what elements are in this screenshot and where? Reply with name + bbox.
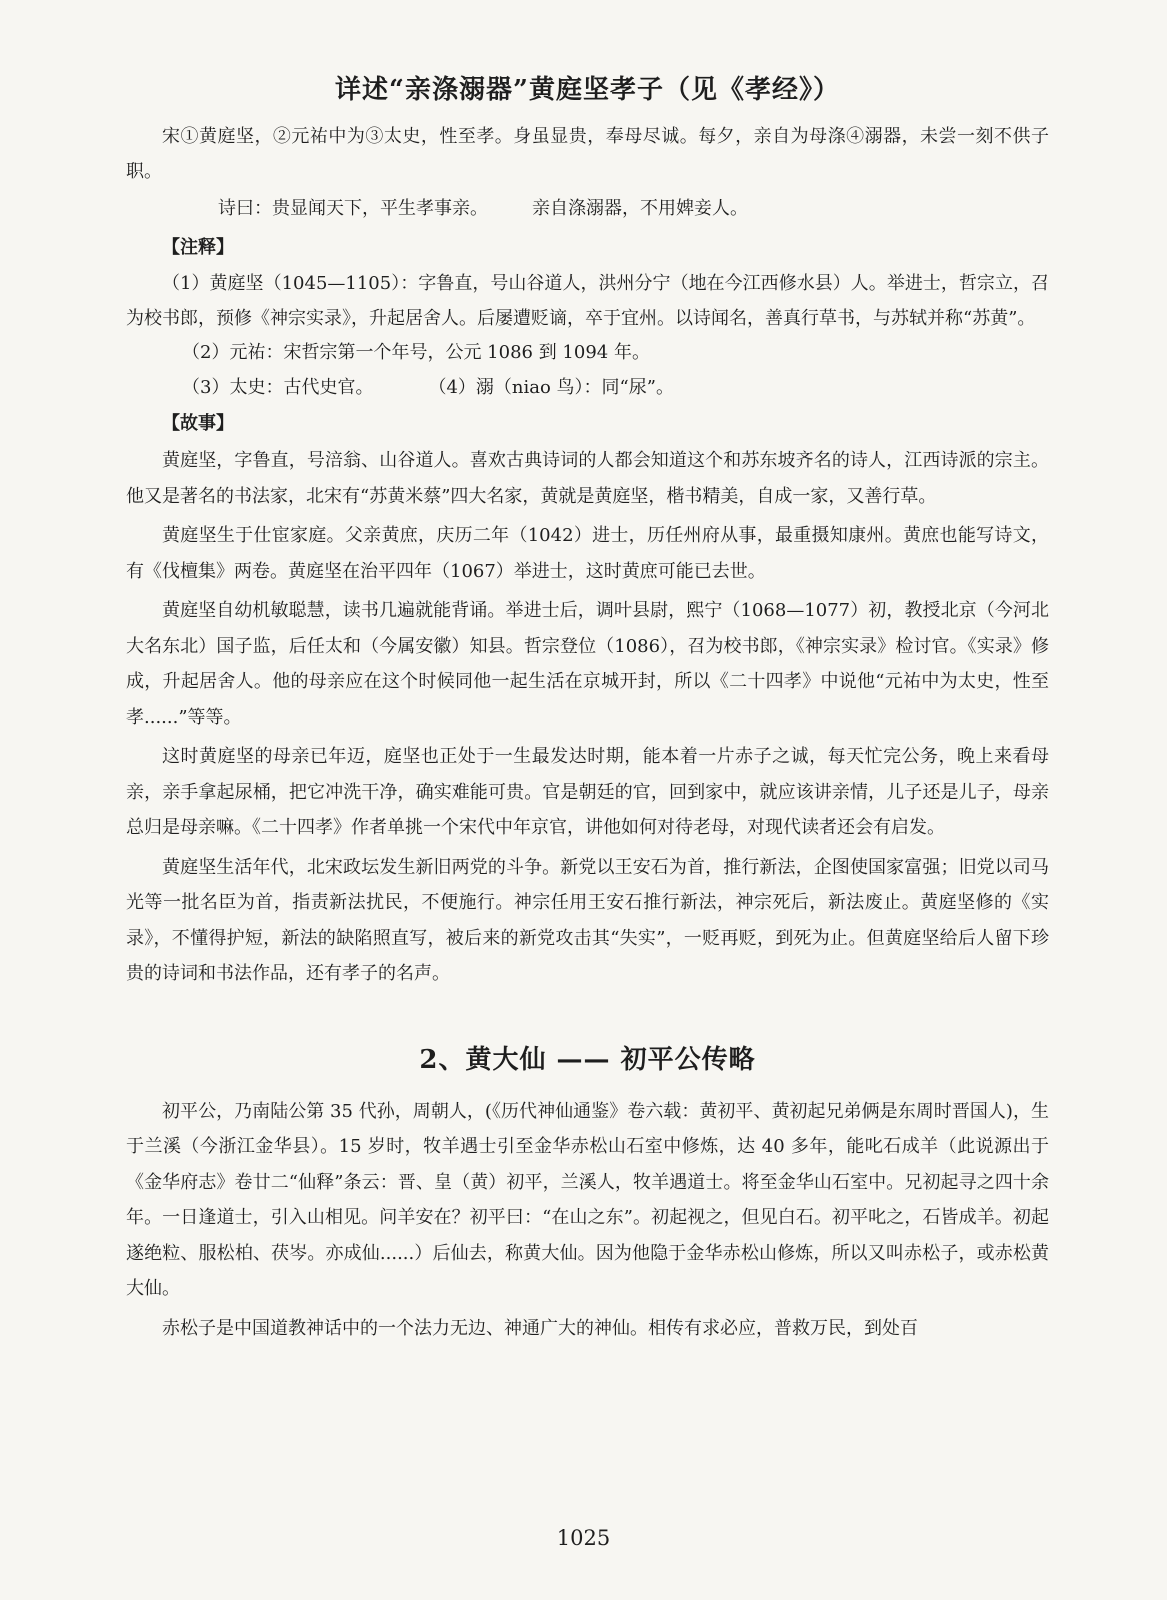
story-paragraph: 黄庭坚生活年代，北宋政坛发生新旧两党的斗争。新党以王安石为首，推行新法，企图使国家富强；旧党以司马光等一批名臣为首，指责新法扰民，不便施行。神宗任用王安石推行新法，神宗死后，新法废止。黄庭坚修的《实录》，不懂得护短，新法的缺陷照直写，被后来的新党攻击其“失实”，一贬再贬，到死为止。但黄庭坚给后人留下珍贵的诗词和书法作品，还有孝子的名声。 xyxy=(126,856,1049,984)
story-paragraph: 黄庭坚生于仕宦家庭。父亲黄庶，庆历二年（1042）进士，历任州府从事，最重摄知康州。黄庶也能写诗文，有《伐檀集》两卷。黄庭坚在治平四年（1067）举进士，这时黄庶可能已去世。 xyxy=(126,525,1049,582)
intro-paragraph: 宋①黄庭坚，②元祐中为③太史，性至孝。身虽显贵，奉母尽诚。每夕，亲自为母涤④溺器，未尝一刻不供子职。 xyxy=(126,126,1049,182)
note-item: （4）溺（niao 鸟）：同“尿”。 xyxy=(437,376,674,398)
section-title: 详述“亲涤溺器”黄庭坚孝子（见《孝经》） xyxy=(335,75,840,105)
note-item: （3）太史：古代史官。 xyxy=(182,376,374,398)
section-title-2: 2、黄大仙 —— 初平公传略 xyxy=(419,1044,756,1075)
story-paragraph: 黄庭坚自幼机敏聪慧，读书几遍就能背诵。举进士后，调叶县尉，熙宁（1068—1077）初，教授北京（今河北大名东北）国子监，后任太和（今属安徽）知县。哲宗登位（1086），召为校书郎，《神宗实录》检讨官。《实录》修成，升起居舍人。他的母亲应在这个时候同他一起生活在京城开封，所以《二十四孝》中说他“元祐中为太史，性至孝......”等等。 xyxy=(126,600,1049,728)
poem-line xyxy=(126,189,1049,229)
story-heading: 【故事】 xyxy=(162,413,234,434)
note-pair-line xyxy=(126,371,1049,406)
page-number: 1025 xyxy=(556,1526,611,1550)
story-paragraph: 黄庭坚，字鲁直，号涪翁、山谷道人。喜欢古典诗词的人都会知道这个和苏东坡齐名的诗人，江西诗派的宗主。他又是著名的书法家，北宋有“苏黄米蔡”四大名家，黄就是黄庭坚，楷书精美，自成一家，又善行草。 xyxy=(126,450,1049,507)
body-paragraph: 赤松子是中国道教神话中的一个法力无边、神通广大的神仙。相传有求必应，普救万民，到处百 xyxy=(162,1317,918,1339)
poem-verse-second: 亲自涤溺器，不用婢妾人。 xyxy=(532,198,748,219)
story-body xyxy=(126,443,1049,992)
poem-verse-first: 诗曰：贵显闻天下，平生孝事亲。 xyxy=(218,198,488,219)
story-paragraph: 这时黄庭坚的母亲已年迈，庭坚也正处于一生最发达时期，能本着一片赤子之诚，每天忙完公务，晚上来看母亲，亲手拿起尿桶，把它冲洗干净，确实难能可贵。官是朝廷的官，回到家中，就应该讲亲情，儿子还是儿子，母亲总归是母亲嘛。《二十四孝》作者单挑一个宋代中年京官，讲他如何对待老母，对现代读者还会有启发。 xyxy=(126,746,1049,838)
body-paragraph: 初平公，乃南陆公第 35 代孙，周朝人，(《历代神仙通鉴》卷六载：黄初平、黄初起兄弟俩是东周时晋国人)，生于兰溪（今浙江金华县）。15 岁时，牧羊遇士引至金华赤松山石室中修炼，达 40 多年，能叱石成羊（此说源出于《金华府志》卷廿二“仙释”条云：晋、皇（黄）初平，兰溪人，牧羊遇道士。将至金华山石室中。兄初起寻之四十余年。一日逢道士，引入山相见。问羊安在？初平曰：“在山之东”。初起视之，但见白石。初平叱之，石皆成羊。初起遂绝粒、服松柏、茯岑。亦成仙......）后仙去，称黄大仙。因为他隐于金华赤松山修炼，所以又叫赤松子，或赤松黄大仙。 xyxy=(126,1100,1049,1299)
note-item: （1）黄庭坚（1045—1105）：字鲁直，号山谷道人，洪州分宁（地在今江西修水县）人。举进士，哲宗立，召为校书郎，预修《神宗实录》，升起居舍人。后屡遭贬谪，卒于宜州。以诗闻名，善真行草书，与苏轼并称“苏黄”。 xyxy=(126,273,1049,329)
note-item: （2）元祐：宋哲宗第一个年号，公元 1086 到 1094 年。 xyxy=(182,342,650,363)
notes-heading: 【注释】 xyxy=(162,237,234,258)
section-2-body xyxy=(126,1094,1049,1347)
